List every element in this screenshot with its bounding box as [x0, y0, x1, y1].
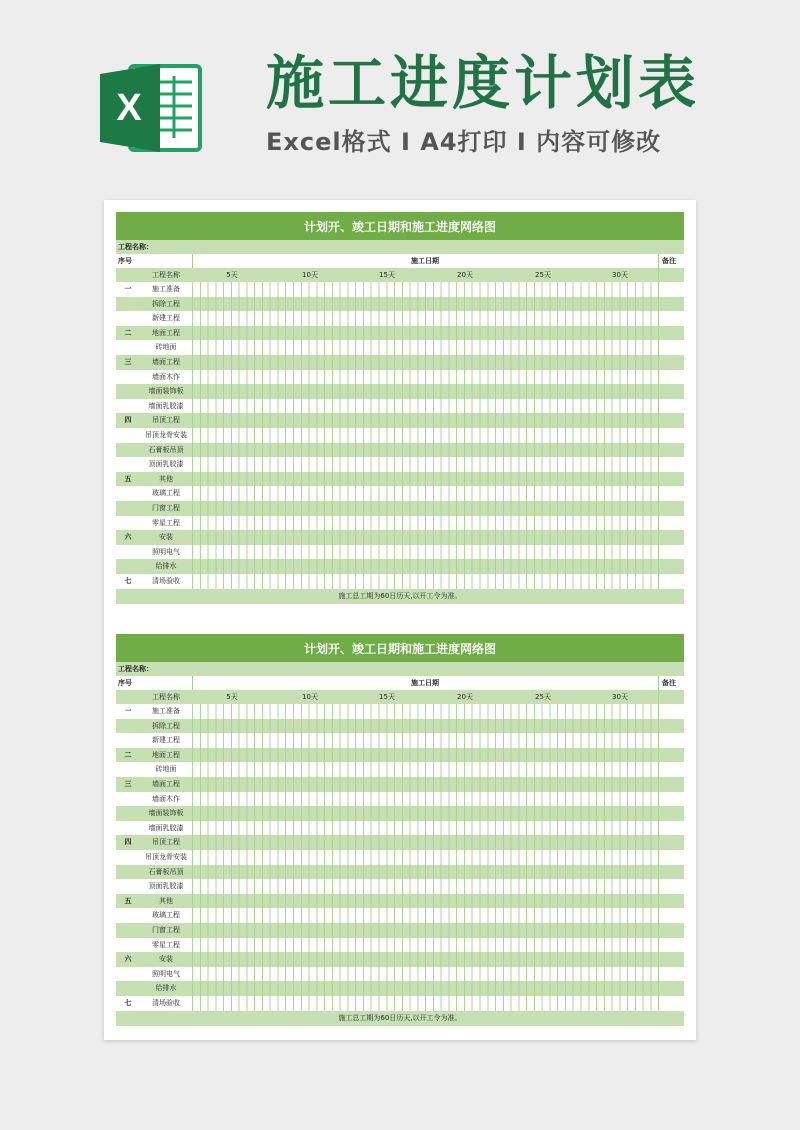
- row-number: 七: [124, 998, 132, 1007]
- task-name: 照明电气: [152, 547, 180, 556]
- day-label: 15天: [379, 271, 395, 279]
- task-name: 零星工程: [152, 940, 180, 949]
- schedule-sheet-1: [116, 212, 684, 604]
- task-name: 门窗工程: [152, 925, 180, 934]
- project-name-row: 工程名称：: [116, 662, 684, 676]
- day-label: 5天: [226, 271, 238, 279]
- task-name: 石膏板吊顶: [148, 445, 184, 454]
- row-number: 五: [124, 474, 132, 483]
- task-name: 清场验收: [152, 576, 180, 585]
- note-header: 备注: [662, 679, 676, 687]
- project-name-header: 工程名称: [152, 693, 180, 701]
- task-name: 墙面工程: [152, 779, 180, 788]
- task-name: 照明电气: [152, 969, 180, 978]
- day-label: 20天: [457, 271, 473, 279]
- row-number: 三: [124, 357, 132, 366]
- task-name: 墙面装饰板: [148, 387, 184, 396]
- page-subtitle: Excel格式 I A4打印 I 内容可修改: [266, 128, 662, 156]
- row-number: 六: [124, 533, 132, 542]
- day-label: 30天: [612, 693, 628, 701]
- task-name: 砖地面: [155, 343, 177, 352]
- sheet-footer: 施工总工期为60日历天,以开工令为准。: [116, 589, 684, 604]
- logo-letter: X: [116, 87, 142, 129]
- task-name: 顶面乳胶漆: [148, 882, 184, 891]
- header-row: [116, 254, 684, 268]
- day-label: 25天: [535, 271, 551, 279]
- day-scale-row: [116, 690, 684, 704]
- seq-header: 序号: [118, 257, 132, 265]
- day-label: 5天: [226, 693, 238, 701]
- task-name: 给排水: [155, 984, 177, 993]
- row-number: 七: [124, 576, 132, 585]
- task-name: 拆除工程: [152, 721, 180, 730]
- row-number: 一: [124, 707, 132, 715]
- day-label: 15天: [379, 693, 395, 701]
- sheet-title: 计划开、竣工日期和施工进度网络图: [116, 212, 684, 240]
- note-column-divider: [658, 268, 659, 589]
- row-number: 六: [124, 955, 132, 964]
- row-number: 四: [124, 416, 132, 425]
- row-number: 三: [124, 779, 132, 788]
- task-name: 墙面工程: [152, 357, 180, 366]
- day-label: 20天: [457, 693, 473, 701]
- task-name: 墙面木作: [152, 794, 180, 803]
- project-name-row: 工程名称：: [116, 240, 684, 254]
- day-grid: [192, 704, 658, 1011]
- task-name: 砖地面: [155, 765, 177, 774]
- date-header: 施工日期: [411, 257, 439, 265]
- task-name: 玻璃工程: [152, 489, 180, 498]
- task-name: 墙面乳胶漆: [148, 823, 184, 832]
- header-row: [116, 676, 684, 690]
- sheet-title: 计划开、竣工日期和施工进度网络图: [116, 634, 684, 662]
- task-name: 安装: [159, 955, 173, 964]
- note-column-divider: [658, 690, 659, 1011]
- task-name: 门窗工程: [152, 503, 180, 512]
- task-name: 吊顶龙骨安装: [145, 852, 187, 861]
- project-name-header: 工程名称: [152, 271, 180, 279]
- day-scale-row: [116, 268, 684, 282]
- page-title: 施工进度计划表: [266, 49, 701, 117]
- excel-logo-icon: [100, 60, 204, 156]
- divider: [658, 254, 659, 268]
- task-name: 吊顶龙骨安装: [145, 430, 187, 439]
- sheet-footer: 施工总工期为60日历天,以开工令为准。: [116, 1011, 684, 1026]
- task-name: 清场验收: [152, 998, 180, 1007]
- task-name: 顶面乳胶漆: [148, 460, 184, 469]
- task-name: 地面工程: [152, 750, 180, 759]
- divider: [658, 676, 659, 690]
- task-name: 施工准备: [152, 707, 180, 715]
- task-name: 零星工程: [152, 518, 180, 527]
- schedule-sheet-2: [116, 634, 684, 1026]
- row-number: 一: [124, 285, 132, 293]
- row-number: 五: [124, 896, 132, 905]
- day-grid: [192, 282, 658, 589]
- day-label: 10天: [302, 693, 318, 701]
- task-name: 施工准备: [152, 285, 180, 293]
- task-name: 拆除工程: [152, 299, 180, 308]
- seq-header: 序号: [118, 679, 132, 687]
- task-name: 墙面装饰板: [148, 809, 184, 818]
- task-name: 新建工程: [152, 736, 180, 745]
- task-name: 安装: [159, 533, 173, 542]
- task-name: 地面工程: [152, 328, 180, 337]
- date-header: 施工日期: [411, 679, 439, 687]
- task-name: 吊顶工程: [152, 838, 180, 847]
- row-number: 二: [124, 750, 132, 759]
- note-header: 备注: [662, 257, 676, 265]
- page-header: [0, 0, 800, 190]
- day-label: 30天: [612, 271, 628, 279]
- task-name: 给排水: [155, 562, 177, 571]
- task-name: 其他: [159, 896, 173, 905]
- day-label: 10天: [302, 271, 318, 279]
- task-name: 吊顶工程: [152, 416, 180, 425]
- task-name: 玻璃工程: [152, 911, 180, 920]
- task-name: 墙面乳胶漆: [148, 401, 184, 410]
- task-name: 墙面木作: [152, 372, 180, 381]
- row-number: 二: [124, 328, 132, 337]
- document-paper: [104, 200, 696, 1040]
- row-number: 四: [124, 838, 132, 847]
- task-name: 石膏板吊顶: [148, 867, 184, 876]
- day-label: 25天: [535, 693, 551, 701]
- task-name: 其他: [159, 474, 173, 483]
- task-name: 新建工程: [152, 314, 180, 323]
